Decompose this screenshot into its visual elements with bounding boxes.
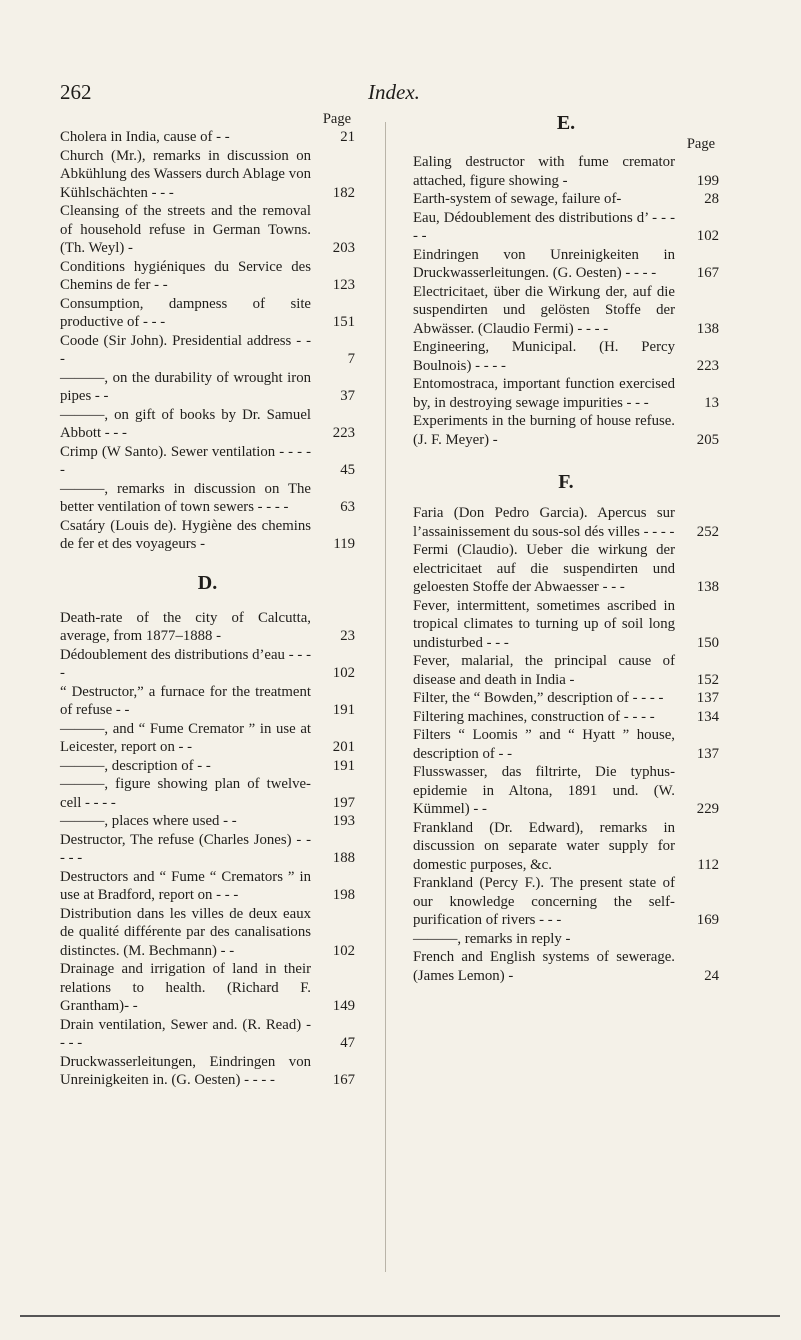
index-entry (60, 960, 355, 1016)
index-entry (413, 153, 719, 190)
entry-text: Eindringen von Unreinigkeiten in Druckwasserleitungen. (G. Oesten) - - - - (413, 246, 675, 281)
entry-page: 47 (340, 1035, 355, 1051)
entry-page: 193 (332, 813, 355, 829)
index-entry (60, 1016, 355, 1053)
entry-page: 119 (333, 536, 355, 552)
entry-text: Destructors and “ Fume “ Cremators ” in use at Bradford, report on - - - (60, 868, 311, 903)
entries-d (60, 609, 355, 1090)
entry-page: 151 (332, 314, 355, 330)
index-entry (413, 338, 719, 375)
entry-page: 191 (332, 757, 355, 774)
index-entry (60, 905, 355, 961)
entry-text: Flusswasser, das filtrirte, Die typhus-epidemie in Altona, 1891 und. (W. Kümmel) - - (413, 764, 675, 817)
bottom-rule (20, 1315, 780, 1317)
index-entry (60, 517, 355, 554)
index-entry (413, 246, 719, 283)
index-entry (60, 128, 355, 147)
entry-page: 152 (696, 671, 719, 688)
entry-page: 229 (696, 801, 719, 817)
entry-page: 137 (696, 745, 719, 762)
entry-text: Fever, intermittent, sometimes ascribed in tropical climates to turning up of soil long undisturbed - - - (413, 597, 675, 651)
index-entry (413, 819, 719, 875)
entry-text: Frankland (Dr. Edward), remarks in discussion on separate water supply for domestic purposes, &c. (413, 819, 675, 873)
entry-text: Engineering, Municipal. (H. Percy Boulnois) - - - - (413, 339, 675, 374)
entry-page: 252 (696, 523, 719, 540)
index-entry (60, 258, 355, 295)
index-entry (413, 874, 719, 930)
index-entry (60, 683, 355, 720)
entry-page: 198 (332, 887, 355, 903)
entry-text: Earth-system of sewage, failure of- (413, 191, 622, 207)
index-entry (413, 652, 719, 689)
entry-text: French and English systems of sewerage. (James Lemon) - (413, 949, 675, 984)
entry-text: ———, figure showing plan of twelve-cell - - - - (60, 776, 311, 811)
entry-text: Drainage and irrigation of land in their relations to health. (Richard F. Grantham)- - (60, 961, 311, 1014)
entry-text: Druckwasserleitungen, Eindringen von Unreinigkeiten in. (G. Oesten) - - - - (60, 1053, 311, 1088)
index-entry (413, 209, 719, 246)
entry-page: 138 (696, 579, 719, 595)
index-entry (413, 504, 719, 541)
entry-text: Death-rate of the city of Calcutta, average, from 1877–1888 - (60, 609, 311, 644)
index-entry (60, 295, 355, 332)
entry-page: 63 (340, 499, 355, 515)
entry-page: 102 (332, 942, 355, 959)
section-letter-d: D. (197, 571, 218, 594)
entry-text: ———, remarks in discussion on The better ventilation of town sewers - - - - (60, 480, 311, 515)
index-entry (60, 757, 355, 776)
index-entry (60, 812, 355, 831)
page-column-label: Page (322, 111, 351, 127)
entry-page: 182 (332, 184, 355, 201)
entry-text: Fever, malarial, the principal cause of disease and death in India - (413, 653, 675, 688)
entry-page: 223 (332, 425, 355, 441)
running-title: Index. (368, 80, 420, 104)
entry-page: 13 (704, 394, 719, 411)
entry-page: 23 (340, 628, 355, 644)
index-entry (60, 147, 355, 203)
entry-text: Frankland (Percy F.). The present state of our knowledge concerning the self-purification of rivers - - - (413, 875, 675, 928)
entry-text: ———, on gift of books by Dr. Samuel Abbott - - - (60, 406, 311, 441)
entry-text: Csatáry (Louis de). Hygiène des chemins de fer et des voyageurs - (60, 517, 311, 552)
entry-page: 7 (347, 351, 355, 367)
section-letter-f: F. (558, 471, 574, 493)
entry-text: ———, on the durability of wrought iron pipes - - (60, 369, 311, 404)
entry-text: Filter, the “ Bowden,” description of - - - - (413, 690, 664, 706)
index-entry (60, 775, 355, 812)
entry-page: 197 (332, 794, 355, 811)
index-entry (60, 831, 355, 868)
entry-text: ———, and “ Fume Cremator ” in use at Leicester, report on - - (60, 720, 311, 755)
entry-page: 28 (704, 191, 719, 207)
entry-page: 223 (696, 357, 719, 374)
index-entry (60, 480, 355, 517)
entry-text: Entomostraca, important function exercised by, in destroying sewage impurities - - - (413, 376, 675, 411)
entry-text: Experiments in the burning of house refuse. (J. F. Meyer) - (413, 413, 675, 448)
entries-c (60, 128, 355, 554)
entry-page: 167 (332, 1072, 355, 1088)
index-entry (60, 609, 355, 646)
section-letter-e: E. (556, 112, 576, 134)
entry-page: 21 (340, 129, 355, 145)
index-entry (413, 726, 719, 763)
entry-text: Drain ventilation, Sewer and. (R. Read) - - - - (60, 1016, 311, 1051)
index-entry (413, 689, 719, 708)
index-entry (60, 443, 355, 480)
entry-text: Ealing destructor with fume cremator attached, figure showing - (413, 154, 675, 189)
index-entry (60, 868, 355, 905)
index-entry (60, 646, 355, 683)
entry-text: Church (Mr.), remarks in discussion on Abkühlung des Wassers durch Ablage von Kühlschächten - - - (60, 147, 311, 201)
index-entry (413, 412, 719, 449)
entry-text: Conditions hygiéniques du Service des Chemins de fer - - (60, 258, 311, 293)
entry-text: ———, description of - - (60, 757, 211, 774)
index-entry (413, 597, 719, 653)
entry-text: Fermi (Claudio). Ueber die wirkung der electricitaet auf die suspendirten und geloesten Stoffe der Abwaesser - - - (413, 542, 675, 595)
entry-page: 45 (340, 462, 355, 478)
index-entry (413, 948, 719, 985)
column-divider (385, 122, 386, 1272)
right-column (413, 110, 719, 985)
entries-e (413, 153, 719, 449)
entry-page: 24 (704, 967, 719, 984)
entry-page: 123 (332, 277, 355, 293)
entry-page: 191 (332, 702, 355, 718)
index-entry (413, 283, 719, 339)
entry-page: 169 (696, 912, 719, 928)
entry-page: 150 (696, 634, 719, 651)
entry-text: Destructor, The refuse (Charles Jones) - - - - - (60, 831, 311, 866)
entry-page: 138 (696, 320, 719, 337)
entry-text: Filters “ Loomis ” and “ Hyatt ” house, description of - - (413, 727, 675, 762)
entries-f (413, 504, 719, 985)
entry-text: Faria (Don Pedro Garcia). Apercus sur l’assainissement du sous-sol dés villes - - - - (413, 505, 675, 540)
index-entry (60, 332, 355, 369)
entry-page: 203 (332, 240, 355, 256)
entry-text: ———, remarks in reply - (413, 930, 571, 947)
entry-text: Eau, Dédoublement des distributions d’ - - - - - (413, 209, 675, 244)
entry-page: 102 (332, 665, 355, 681)
page-number: 262 (60, 80, 92, 104)
entry-page: 205 (696, 431, 719, 448)
index-entry (413, 190, 719, 209)
entry-page: 167 (696, 265, 719, 281)
entry-text: Electricitaet, über die Wirkung der, auf die suspendirten und gelösten Stoffe der Abwässer. (Claudio Fermi) - - - - (413, 283, 675, 337)
entry-text: Distribution dans les villes de deux eaux de qualité différente par des canalisations distinctes. (M. Bechmann) - - (60, 905, 311, 959)
entry-text: ———, places where used - - (60, 813, 237, 829)
entry-page: 37 (340, 388, 355, 404)
entry-text: Coode (Sir John). Presidential address - - - (60, 332, 311, 367)
index-entry (60, 202, 355, 258)
index-entry (413, 763, 719, 819)
index-entry (60, 1053, 355, 1090)
left-column (60, 110, 355, 1090)
entry-page: 137 (696, 690, 719, 706)
entry-text: Consumption, dampness of site productive of - - - (60, 295, 311, 330)
entry-page: 102 (696, 228, 719, 244)
entry-page: 188 (332, 850, 355, 866)
entry-text: Cleansing of the streets and the removal of household refuse in German Towns. (Th. Weyl) - (60, 203, 311, 256)
index-entry (413, 375, 719, 412)
entry-text: Filtering machines, construction of - - - - (413, 708, 655, 725)
entry-page: 149 (332, 998, 355, 1014)
entry-page: 199 (696, 172, 719, 189)
entry-text: “ Destructor,” a furnace for the treatment of refuse - - (60, 683, 311, 718)
entry-text: Cholera in India, cause of - - (60, 129, 230, 145)
entry-page: 201 (332, 739, 355, 755)
entry-text: Crimp (W Santo). Sewer ventilation - - - - - (60, 443, 311, 478)
index-entry (60, 369, 355, 406)
index-entry (60, 720, 355, 757)
entry-page: 112 (697, 856, 719, 873)
page-column-label: Page (686, 136, 715, 152)
index-entry (60, 406, 355, 443)
index-entry (413, 541, 719, 597)
entry-text: Dédoublement des distributions d’eau - - - - (60, 646, 311, 681)
index-entry (413, 708, 719, 727)
index-entry (413, 930, 719, 949)
entry-page: 134 (696, 708, 719, 725)
